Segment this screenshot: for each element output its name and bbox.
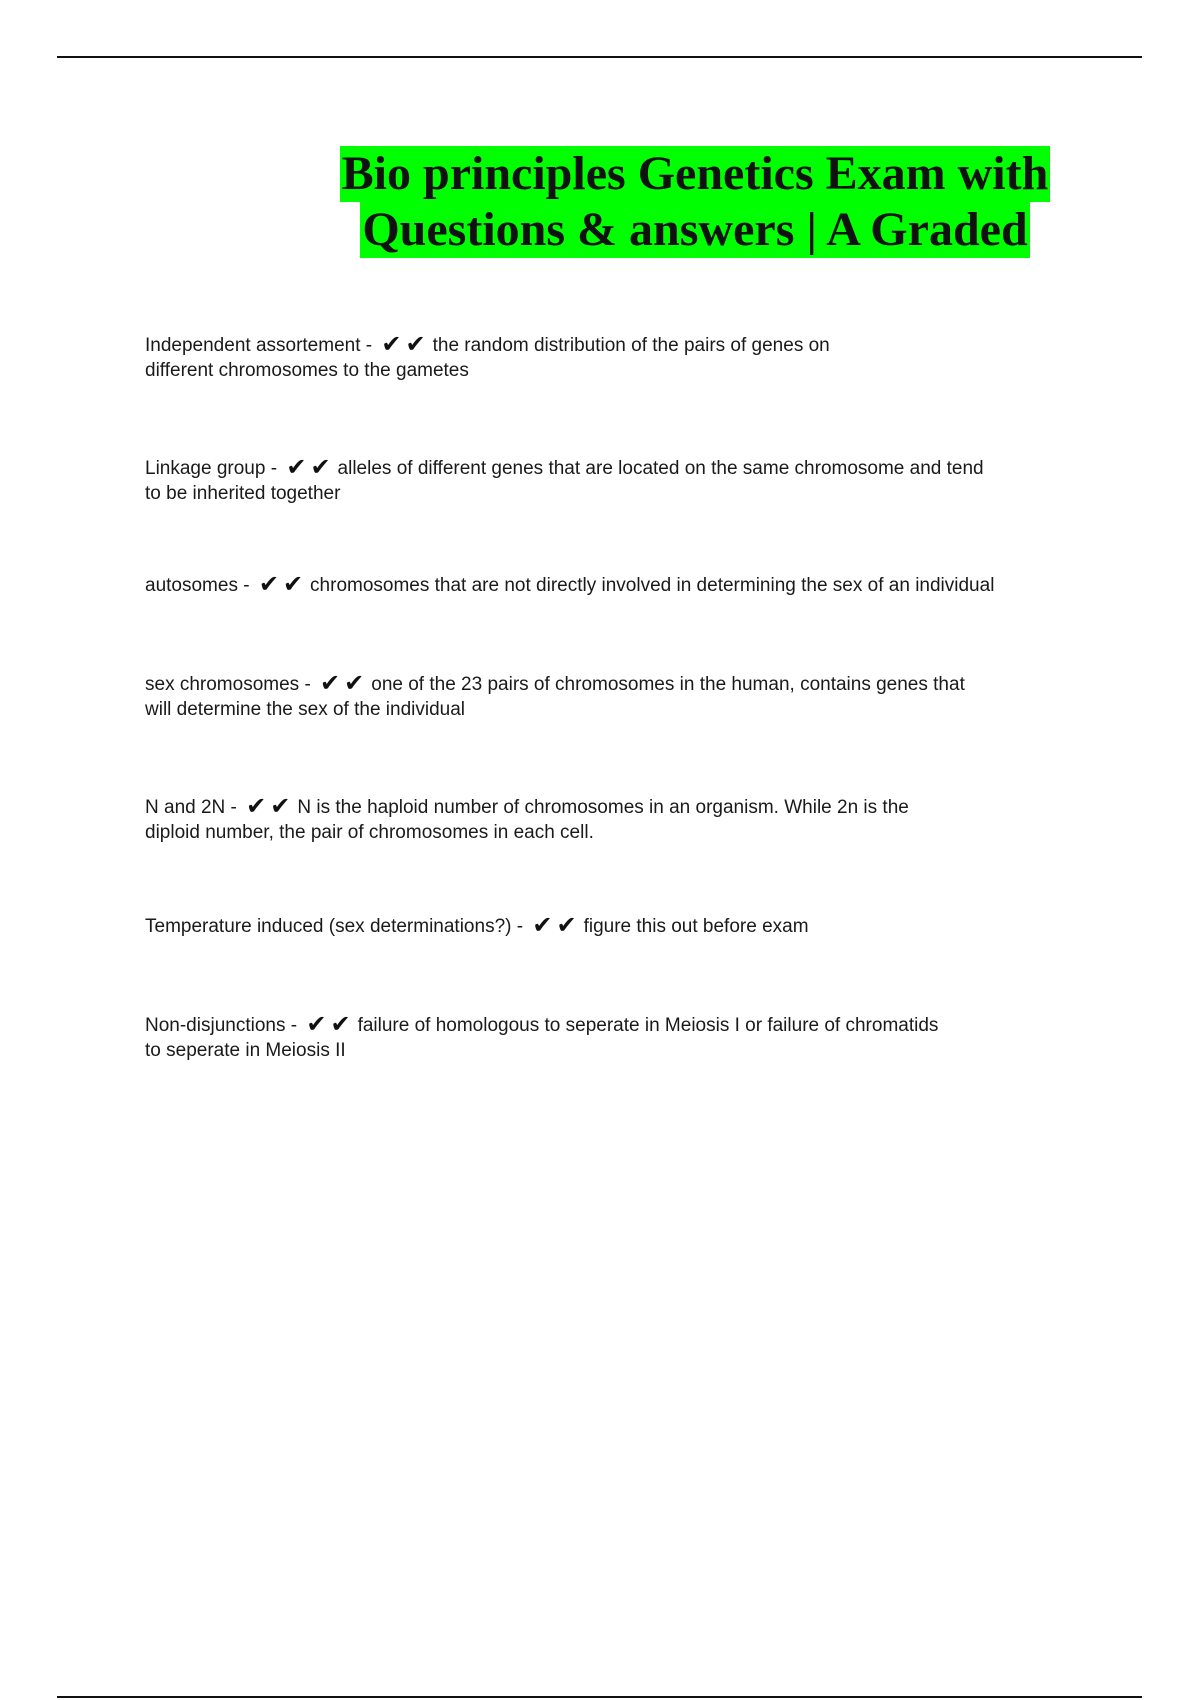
qa-entry-linkage-group — [145, 453, 1090, 506]
entry-term: autosomes - — [145, 575, 255, 596]
entry-term: N and 2N - — [145, 797, 243, 818]
qa-entry-n-and-2n — [145, 792, 1090, 845]
entry-definition-continued: will determine the sex of the individual — [145, 699, 466, 720]
check-mark-icon: ✔✔ — [306, 1010, 355, 1038]
entry-definition: one of the 23 pairs of chromosomes in the human, contains genes that — [371, 674, 965, 695]
entry-term: Independent assortement - — [145, 335, 378, 356]
top-rule — [57, 56, 1142, 58]
entry-definition: alleles of different genes that are located on the same chromosome and tend — [337, 458, 984, 479]
entry-term: Temperature induced (sex determinations?) - — [145, 916, 529, 937]
check-mark-icon: ✔✔ — [320, 669, 369, 697]
bottom-rule — [57, 1696, 1142, 1698]
check-mark-icon: ✔✔ — [381, 330, 430, 358]
check-mark-icon: ✔✔ — [286, 453, 335, 481]
entry-term: Linkage group - — [145, 458, 283, 479]
check-mark-icon: ✔✔ — [532, 911, 581, 939]
entry-definition: chromosomes that are not directly involved in determining the sex of an individual — [310, 575, 995, 596]
qa-entry-temperature-induced — [145, 911, 1090, 939]
check-mark-icon: ✔✔ — [258, 570, 308, 598]
entry-definition: the random distribution of the pairs of genes on — [432, 335, 830, 356]
qa-entry-non-disjunctions — [145, 1010, 1090, 1063]
qa-entry-sex-chromosomes — [145, 669, 1090, 722]
title-line-1: Bio principles Genetics Exam with — [341, 147, 1049, 200]
entry-definition-continued: to seperate in Meiosis II — [145, 1040, 346, 1061]
title-line-2: Questions & answers | A Graded — [362, 203, 1028, 256]
entry-definition-continued: to be inherited together — [145, 483, 341, 504]
qa-entry-autosomes — [145, 570, 1090, 598]
entry-definition: failure of homologous to seperate in Meiosis I or failure of chromatids — [357, 1015, 939, 1036]
entry-definition: N is the haploid number of chromosomes in an organism. While 2n is the — [297, 797, 909, 818]
entry-definition-continued: diploid number, the pair of chromosomes in each cell. — [145, 822, 594, 843]
qa-entry-independent-assortment — [145, 330, 1090, 383]
entry-term: Non-disjunctions - — [145, 1015, 303, 1036]
entry-term: sex chromosomes - — [145, 674, 317, 695]
check-mark-icon: ✔✔ — [246, 792, 295, 820]
entry-definition-continued: different chromosomes to the gametes — [145, 360, 469, 381]
entry-definition: figure this out before exam — [583, 916, 809, 937]
document-title — [300, 146, 1090, 258]
